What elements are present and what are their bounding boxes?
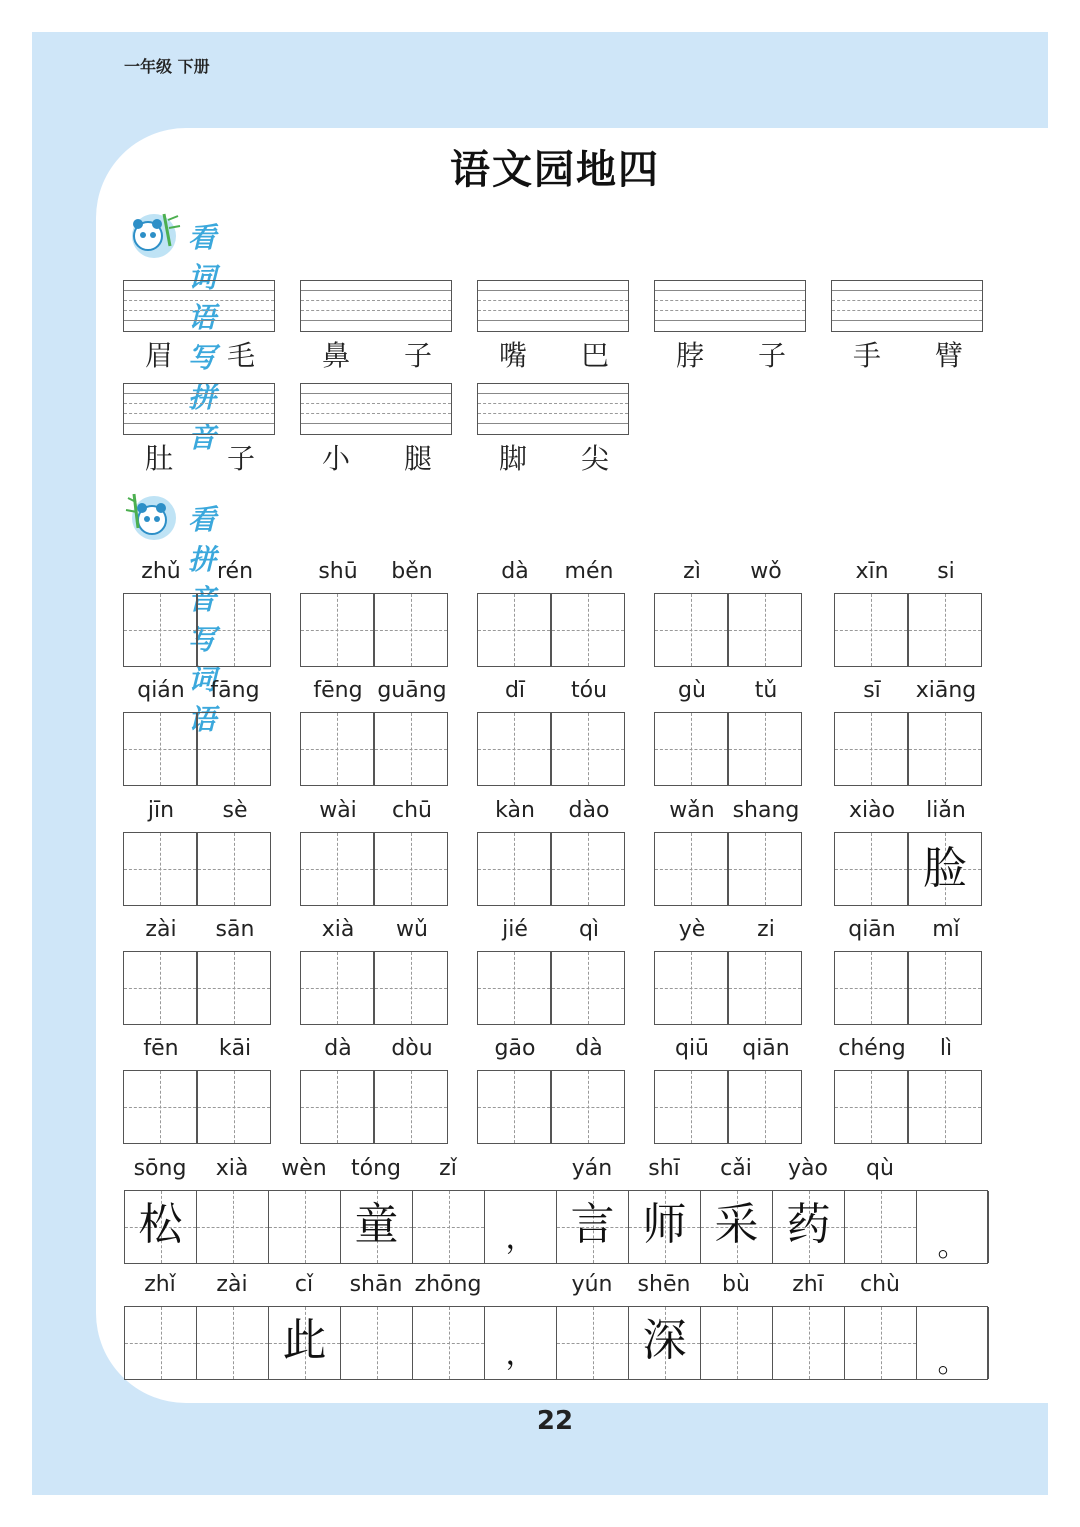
- poem-char-cell[interactable]: [701, 1191, 773, 1263]
- pinyin-label: zài: [216, 1272, 248, 1297]
- pinyin-label: tóng: [351, 1156, 401, 1181]
- pinyin-label: kāi: [218, 1036, 252, 1061]
- tian-grid-cell[interactable]: [300, 951, 374, 1025]
- dashed-guide: [411, 594, 412, 666]
- pinyin-label: tǔ: [754, 678, 778, 703]
- dashed-guide: [691, 1071, 692, 1143]
- pinyin-writing-box[interactable]: [831, 280, 983, 332]
- guide-line: [832, 290, 982, 291]
- tian-grid-cell[interactable]: [834, 832, 908, 906]
- tian-grid-cell[interactable]: [197, 832, 271, 906]
- dashed-guide: [337, 713, 338, 785]
- pinyin-label: wǒ: [750, 559, 782, 584]
- pinyin-label: zhǐ: [144, 1272, 176, 1297]
- dashed-guide: [871, 833, 872, 905]
- tian-grid-cell[interactable]: [300, 593, 374, 667]
- dashed-guide: [691, 713, 692, 785]
- dashed-guide: [337, 952, 338, 1024]
- punctuation-cell: [917, 1307, 989, 1379]
- word-char: 子: [403, 339, 432, 372]
- poem-char: 药: [786, 1199, 831, 1250]
- guide-line: [301, 403, 451, 404]
- dashed-guide: [881, 1191, 882, 1263]
- word-char: 臂: [934, 339, 963, 372]
- guide-line: [478, 320, 628, 321]
- poem-char-cell[interactable]: [773, 1191, 845, 1263]
- dashed-guide: [945, 1071, 946, 1143]
- dashed-guide: [588, 833, 589, 905]
- word-char: 手: [852, 339, 881, 372]
- pinyin-label: jīn: [147, 798, 175, 823]
- tian-grid-cell[interactable]: [123, 951, 197, 1025]
- pinyin-label: sī: [863, 678, 881, 703]
- word-char: 肚: [144, 442, 173, 475]
- guide-line: [124, 300, 274, 301]
- poem-char-cell[interactable]: [269, 1307, 341, 1379]
- poem-char-cell[interactable]: [341, 1307, 413, 1379]
- dashed-guide: [514, 833, 515, 905]
- dashed-guide: [765, 833, 766, 905]
- poem-char-cell[interactable]: [341, 1191, 413, 1263]
- pinyin-label: zhǔ: [141, 559, 181, 584]
- pinyin-label: xīn: [855, 559, 889, 584]
- pinyin-label: kàn: [495, 798, 535, 823]
- word-char: 毛: [226, 339, 255, 372]
- poem-char-cell[interactable]: [125, 1307, 197, 1379]
- poem-char: 此: [282, 1315, 327, 1366]
- pinyin-label: shang: [732, 798, 800, 823]
- dashed-guide: [160, 594, 161, 666]
- pinyin-label: dà: [575, 1036, 603, 1061]
- pinyin-label: sān: [215, 917, 255, 942]
- pinyin-label: yào: [788, 1156, 828, 1181]
- dashed-guide: [514, 952, 515, 1024]
- tian-grid-cell[interactable]: [477, 712, 551, 786]
- pinyin-writing-box[interactable]: [300, 383, 452, 435]
- pinyin-label: dà: [324, 1036, 352, 1061]
- pinyin-label: sōng: [133, 1156, 187, 1181]
- poem-char-cell[interactable]: [629, 1307, 701, 1379]
- guide-line: [124, 320, 274, 321]
- dashed-guide: [737, 1307, 738, 1379]
- filled-char: 脸: [923, 843, 967, 894]
- pinyin-writing-box[interactable]: [123, 383, 275, 435]
- guide-line: [301, 300, 451, 301]
- guide-line: [124, 413, 274, 414]
- tian-grid-cell[interactable]: [300, 832, 374, 906]
- dashed-guide: [765, 713, 766, 785]
- guide-line: [124, 423, 274, 424]
- pinyin-label: liǎn: [926, 798, 966, 823]
- punctuation-mark: ，: [505, 1337, 536, 1372]
- guide-line: [301, 320, 451, 321]
- punctuation-mark: 。: [937, 1345, 968, 1380]
- tian-grid-cell[interactable]: [654, 1070, 728, 1144]
- pinyin-label: dào: [568, 798, 610, 823]
- dashed-guide: [809, 1307, 810, 1379]
- pinyin-label: gù: [678, 678, 706, 703]
- tian-grid-cell[interactable]: [477, 951, 551, 1025]
- poem-char-cell[interactable]: [413, 1191, 485, 1263]
- guide-line: [655, 310, 805, 311]
- pinyin-label: běn: [391, 559, 433, 584]
- tian-grid-cell[interactable]: [123, 712, 197, 786]
- dashed-guide: [411, 1071, 412, 1143]
- poem-strip: [124, 1190, 988, 1264]
- word-char: 小: [321, 442, 350, 475]
- tian-grid-cell[interactable]: [728, 712, 802, 786]
- tian-grid-cell[interactable]: [374, 712, 448, 786]
- dashed-guide: [305, 1191, 306, 1263]
- dashed-guide: [160, 952, 161, 1024]
- punctuation-cell: [917, 1191, 989, 1263]
- poem-char-cell[interactable]: [197, 1191, 269, 1263]
- dashed-guide: [588, 1071, 589, 1143]
- guide-line: [124, 310, 274, 311]
- poem-char-cell[interactable]: [125, 1191, 197, 1263]
- dashed-guide: [871, 1071, 872, 1143]
- dashed-guide: [871, 952, 872, 1024]
- tian-grid-cell[interactable]: [197, 712, 271, 786]
- pinyin-label: fēng: [313, 678, 363, 703]
- pinyin-label: mén: [564, 559, 614, 584]
- dashed-guide: [691, 833, 692, 905]
- grade-label: 一年级 下册: [124, 57, 210, 76]
- word-char: 眉: [144, 339, 173, 372]
- pinyin-label: wèn: [281, 1156, 327, 1181]
- pinyin-label: shī: [648, 1156, 680, 1181]
- pinyin-writing-box[interactable]: [477, 280, 629, 332]
- guide-line: [301, 290, 451, 291]
- panda-icon: [124, 206, 184, 262]
- tian-grid-cell[interactable]: [197, 1070, 271, 1144]
- tian-grid-cell[interactable]: [374, 1070, 448, 1144]
- pinyin-label: qiū: [674, 1036, 710, 1061]
- poem-char-cell[interactable]: [701, 1307, 773, 1379]
- tian-grid-cell[interactable]: [477, 832, 551, 906]
- dashed-guide: [588, 594, 589, 666]
- guide-line: [655, 290, 805, 291]
- pinyin-label: qì: [578, 917, 600, 942]
- tian-grid-cell[interactable]: [908, 593, 982, 667]
- tian-grid-cell[interactable]: [654, 593, 728, 667]
- pinyin-label: xià: [215, 1156, 249, 1181]
- tian-grid-cell[interactable]: [908, 712, 982, 786]
- tian-grid-cell[interactable]: [477, 1070, 551, 1144]
- page-title: 语文园地四: [450, 146, 660, 193]
- guide-line: [478, 310, 628, 311]
- dashed-guide: [337, 833, 338, 905]
- pinyin-label: fēn: [143, 1036, 179, 1061]
- pinyin-label: qiān: [848, 917, 896, 942]
- tian-grid-cell[interactable]: [834, 712, 908, 786]
- poem-char: 童: [354, 1199, 399, 1250]
- pinyin-label: zi: [757, 917, 775, 942]
- guide-line: [124, 393, 274, 394]
- guide-line: [478, 393, 628, 394]
- tian-grid-cell[interactable]: [551, 832, 625, 906]
- poem-char-cell[interactable]: [629, 1191, 701, 1263]
- tian-grid-cell[interactable]: [197, 951, 271, 1025]
- dashed-guide: [765, 952, 766, 1024]
- tian-grid-cell[interactable]: [374, 832, 448, 906]
- dashed-guide: [233, 1307, 234, 1379]
- dashed-guide: [411, 713, 412, 785]
- pinyin-label: xiāng: [915, 678, 977, 703]
- dashed-guide: [871, 713, 872, 785]
- tian-grid-cell[interactable]: [834, 1070, 908, 1144]
- guide-line: [478, 290, 628, 291]
- dashed-guide: [337, 594, 338, 666]
- poem-char-cell[interactable]: [413, 1307, 485, 1379]
- dashed-guide: [234, 1071, 235, 1143]
- dashed-guide: [233, 1191, 234, 1263]
- guide-line: [478, 403, 628, 404]
- word-char: 脚: [498, 442, 527, 475]
- dashed-guide: [377, 1307, 378, 1379]
- poem-char: 松: [138, 1199, 183, 1250]
- guide-line: [655, 320, 805, 321]
- tian-grid-cell[interactable]: [728, 951, 802, 1025]
- dashed-guide: [337, 1071, 338, 1143]
- dashed-guide: [160, 713, 161, 785]
- section-1-title: 看词语写拼音: [188, 221, 221, 454]
- dashed-guide: [691, 952, 692, 1024]
- tian-grid-cell[interactable]: [551, 1070, 625, 1144]
- pinyin-label: fāng: [210, 678, 260, 703]
- dashed-guide: [691, 594, 692, 666]
- tian-grid-cell[interactable]: [300, 712, 374, 786]
- dashed-guide: [514, 1071, 515, 1143]
- punctuation-cell: [485, 1191, 557, 1263]
- tian-grid-cell[interactable]: [908, 1070, 982, 1144]
- dashed-guide: [765, 1071, 766, 1143]
- pinyin-label: wǎn: [669, 798, 715, 823]
- word-char: 子: [226, 442, 255, 475]
- pinyin-label: sè: [222, 798, 248, 823]
- pinyin-label: zì: [683, 559, 701, 584]
- guide-line: [124, 403, 274, 404]
- guide-line: [478, 423, 628, 424]
- pinyin-label: shū: [318, 559, 358, 584]
- tian-grid-cell[interactable]: [123, 1070, 197, 1144]
- pinyin-label: cǐ: [294, 1272, 314, 1297]
- poem-char-cell[interactable]: [773, 1307, 845, 1379]
- tian-grid-cell[interactable]: [654, 712, 728, 786]
- pinyin-label: xiào: [848, 798, 896, 823]
- tian-grid-cell[interactable]: [654, 832, 728, 906]
- page-number: 22: [536, 1406, 574, 1436]
- tian-grid-cell[interactable]: [477, 593, 551, 667]
- dashed-guide: [945, 952, 946, 1024]
- word-char: 鼻: [321, 339, 350, 372]
- poem-char-cell[interactable]: [557, 1307, 629, 1379]
- word-char: 巴: [580, 339, 609, 372]
- poem-char-cell[interactable]: [845, 1307, 917, 1379]
- guide-line: [832, 320, 982, 321]
- poem-char: 采: [714, 1199, 759, 1250]
- guide-line: [832, 300, 982, 301]
- dashed-guide: [234, 952, 235, 1024]
- dashed-guide: [588, 952, 589, 1024]
- guide-line: [301, 393, 451, 394]
- tian-grid-cell[interactable]: [197, 593, 271, 667]
- dashed-guide: [411, 833, 412, 905]
- dashed-guide: [514, 713, 515, 785]
- pinyin-label: chù: [860, 1272, 900, 1297]
- tian-grid-cell[interactable]: [834, 951, 908, 1025]
- poem-char-cell[interactable]: [557, 1191, 629, 1263]
- guide-line: [478, 300, 628, 301]
- pinyin-label: zài: [145, 917, 177, 942]
- guide-line: [832, 310, 982, 311]
- dashed-guide: [945, 594, 946, 666]
- tian-grid-cell[interactable]: [551, 593, 625, 667]
- tian-grid-cell[interactable]: [908, 951, 982, 1025]
- pinyin-label: zhōng: [414, 1272, 482, 1297]
- guide-line: [301, 413, 451, 414]
- dashed-guide: [514, 594, 515, 666]
- pinyin-label: zǐ: [439, 1156, 457, 1181]
- pinyin-label: yè: [678, 917, 706, 942]
- word-char: 尖: [580, 442, 609, 475]
- pinyin-label: gāo: [494, 1036, 536, 1061]
- pinyin-label: cǎi: [720, 1156, 752, 1181]
- tian-grid-cell[interactable]: [728, 1070, 802, 1144]
- pinyin-label: chū: [392, 798, 432, 823]
- pinyin-label: rén: [216, 559, 254, 584]
- dashed-guide: [161, 1307, 162, 1379]
- word-char: 子: [757, 339, 786, 372]
- poem-char-cell[interactable]: [845, 1191, 917, 1263]
- tian-grid-cell[interactable]: [728, 593, 802, 667]
- dashed-guide: [881, 1307, 882, 1379]
- tian-grid-cell[interactable]: [551, 712, 625, 786]
- pinyin-label: lì: [939, 1036, 953, 1061]
- pinyin-label: shān: [349, 1272, 403, 1297]
- panda-icon: [124, 488, 184, 544]
- tian-grid-cell[interactable]: [908, 832, 982, 906]
- pinyin-label: wǔ: [396, 917, 428, 942]
- poem-char: 言: [570, 1199, 615, 1250]
- tian-grid-cell[interactable]: [123, 593, 197, 667]
- pinyin-label: yán: [571, 1156, 613, 1181]
- dashed-guide: [160, 833, 161, 905]
- pinyin-writing-box[interactable]: [123, 280, 275, 332]
- tian-grid-cell[interactable]: [123, 832, 197, 906]
- pinyin-label: qù: [866, 1156, 894, 1181]
- pinyin-label: zhī: [792, 1272, 824, 1297]
- tian-grid-cell[interactable]: [728, 832, 802, 906]
- poem-char-cell[interactable]: [269, 1191, 341, 1263]
- dashed-guide: [765, 594, 766, 666]
- tian-grid-cell[interactable]: [374, 951, 448, 1025]
- dashed-guide: [234, 594, 235, 666]
- guide-line: [478, 413, 628, 414]
- punctuation-mark: ，: [505, 1221, 536, 1256]
- pinyin-label: mǐ: [932, 917, 960, 942]
- pinyin-label: dòu: [391, 1036, 433, 1061]
- poem-char: 深: [642, 1315, 687, 1366]
- pinyin-label: si: [937, 559, 955, 584]
- word-char: 嘴: [498, 339, 527, 372]
- word-char: 腿: [403, 442, 432, 475]
- pinyin-label: dī: [504, 678, 526, 703]
- pinyin-label: tóu: [570, 678, 608, 703]
- pinyin-label: wài: [319, 798, 357, 823]
- punctuation-cell: [485, 1307, 557, 1379]
- tian-grid-cell[interactable]: [300, 1070, 374, 1144]
- guide-line: [655, 300, 805, 301]
- dashed-guide: [449, 1307, 450, 1379]
- section-2-title: 看拼音写词语: [188, 503, 221, 736]
- poem-strip: [124, 1306, 988, 1380]
- pinyin-label: guāng: [377, 678, 447, 703]
- pinyin-label: dà: [501, 559, 529, 584]
- word-char: 脖: [675, 339, 704, 372]
- tian-grid-cell[interactable]: [654, 951, 728, 1025]
- pinyin-label: qiān: [742, 1036, 790, 1061]
- guide-line: [124, 290, 274, 291]
- dashed-guide: [871, 594, 872, 666]
- pinyin-label: shēn: [637, 1272, 691, 1297]
- dashed-guide: [234, 713, 235, 785]
- guide-line: [301, 423, 451, 424]
- dashed-guide: [160, 1071, 161, 1143]
- pinyin-label: qián: [137, 678, 185, 703]
- punctuation-mark: 。: [937, 1229, 968, 1264]
- pinyin-label: jié: [502, 917, 528, 942]
- pinyin-label: yún: [571, 1272, 613, 1297]
- pinyin-label: bù: [722, 1272, 750, 1297]
- dashed-guide: [593, 1307, 594, 1379]
- pinyin-writing-box[interactable]: [300, 280, 452, 332]
- tian-grid-cell[interactable]: [551, 951, 625, 1025]
- pinyin-writing-box[interactable]: [654, 280, 806, 332]
- pinyin-writing-box[interactable]: [477, 383, 629, 435]
- pinyin-label: chéng: [838, 1036, 906, 1061]
- pinyin-label: xià: [321, 917, 355, 942]
- tian-grid-cell[interactable]: [834, 593, 908, 667]
- dashed-guide: [945, 713, 946, 785]
- poem-char-cell[interactable]: [197, 1307, 269, 1379]
- poem-char: 师: [642, 1199, 687, 1250]
- dashed-guide: [449, 1191, 450, 1263]
- dashed-guide: [234, 833, 235, 905]
- dashed-guide: [411, 952, 412, 1024]
- tian-grid-cell[interactable]: [374, 593, 448, 667]
- guide-line: [301, 310, 451, 311]
- dashed-guide: [588, 713, 589, 785]
